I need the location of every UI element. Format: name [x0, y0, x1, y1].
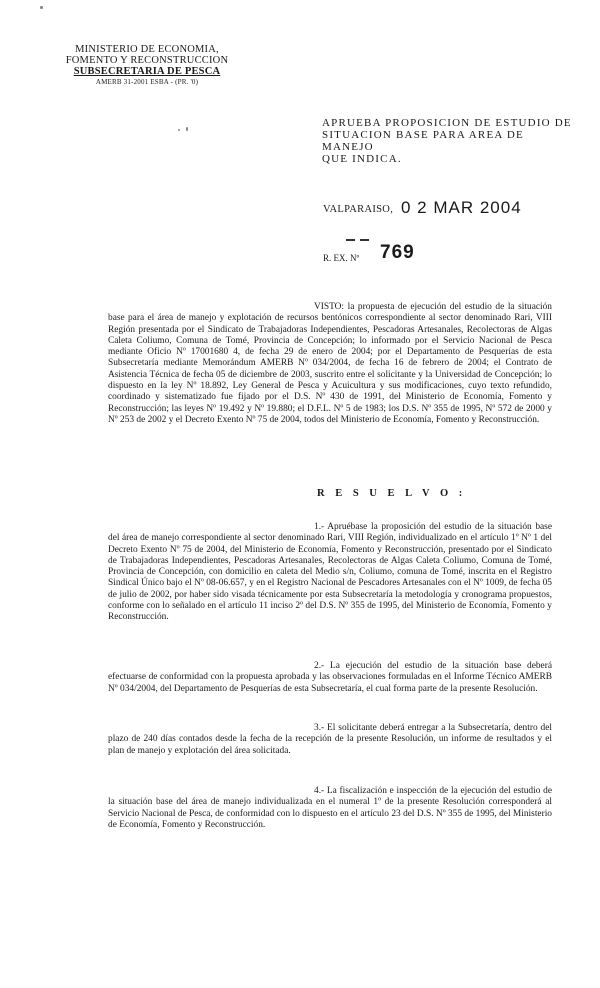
resolution-point-3: 3.- El solicitante deberá entregar a la Subsecretaría, dentro del plazo de 240 días contados desde la fecha de la recepción de la presente Resolución, un informe de resultados y el plan de manejo y explotación del área solicitada. [108, 723, 552, 756]
ministry-name-line2: FOMENTO Y RECONSTRUCCION [65, 55, 229, 66]
subsecretaria-name: SUBSECRETARIA DE PESCA [73, 66, 221, 77]
resolution-label: R. EX. Nº [323, 253, 360, 263]
resolution-point-1: 1.- Apruébase la proposición del estudio de la situación base del área de manejo correspondiente al sector denominado Rari, VIII Región, individualizado en el artículo 1º Nº 1 del Decreto Exento Nº 75 de 2004, del Ministerio de Economía, Fomento y Reconstrucción, presentado por el Sindicato de Trabajadoras Independientes, Pescadoras Artesanales, Recolectoras de Algas Caleta Coliumo, Comuna de Tomé, Provincia de Concepción, con domicilio en caleta del Medio s/n, Coliumo, comuna de Tomé, inscrita en el Registro Sindical Único bajo el Nº 08-06.657, y en el Registro Nacional de Pescadores Artesanales con el Nº 1009, de fecha 05 de julio de 2002, por haber sido visada técnicamente por esta Subsecretaría la metodología y cronograma propuestos, conforme con lo señalado en el artículo 11 inciso 2º del D.S. Nº 355 de 1995, del Ministerio de Economía, Fomento y Reconstrucción. [108, 522, 552, 623]
resolution-point-4: 4.- La fiscalización e inspección de la ejecución del estudio de la situación base del área de manejo individualizada en el numeral 1º de la presente Resolución corresponderá al Servicio Nacional de Pesca, de conformidad con lo dispuesto en el artículo 23 del D.S. Nº 355 de 1995, del Ministerio de Economía, Fomento y Reconstrucción. [108, 786, 552, 830]
ministry-name: MINISTERIO DE ECONOMIA, [75, 44, 219, 55]
resolution-number: 769 [380, 242, 415, 263]
date-stamp: 0 2 MAR 2004 [401, 198, 522, 217]
resuelvo-heading: R E S U E L V O : [317, 488, 467, 499]
date-label: VALPARAISO, [323, 204, 394, 215]
scan-mark [40, 6, 43, 9]
scan-mark [186, 127, 188, 131]
resolution-point-2: 2.- La ejecución del estudio de la situación base deberá efectuarse de conformidad con la propuesta aprobada y las observaciones formuladas en el Informe Técnico AMERB Nº 034/2004, del Departamento de Pesquerías de esta Subsecretaría, el cual forma parte de la presente Resolución. [108, 661, 552, 694]
ministry-header [62, 44, 232, 88]
subject-line: APRUEBA PROPOSICION DE ESTUDIO DE [322, 117, 572, 129]
scan-mark [178, 129, 180, 131]
file-code: AMERB 31-2001 ESBA - (PR. '0) [95, 78, 199, 86]
stamp-dash [346, 239, 355, 241]
stamp-dash [360, 239, 369, 241]
subject-line: QUE INDICA. [322, 153, 402, 165]
visto-paragraph: VISTO: la propuesta de ejecución del estudio de la situación base para el área de manejo y explotación de recursos bentónicos correspondiente al sector denominado Rari, VIII Región presentada por el Sindicato de Trabajadoras Independientes, Pescadoras Artesanales, Recolectoras de Algas Caleta Coliumo, Comuna de Tomé, Provincia de Concepción; lo informado por el Servicio Nacional de Pesca mediante Oficio Nº 17001680 4, de fecha 29 de enero de 2004; por el Departamento de Pesquerías de esta Subsecretaría mediante Memorándum AMERB Nº 034/2004, de fecha 16 de febrero de 2004; el Contrato de Asistencia Técnica de fecha 05 de diciembre de 2003, suscrito entre el solicitante y la Universidad de Concepción; lo dispuesto en la ley Nº 18.892, Ley General de Pesca y Acuicultura y sus modificaciones, cuyo texto refundido, coordinado y sistematizado fue fijado por el D.S. Nº 430 de 1991, del Ministerio de Economía, Fomento y Reconstrucción; las leyes Nº 19.492 y Nº 19.880; el D.F.L. Nº 5 de 1983; los D.S. Nº 355 de 1995, Nº 572 de 2000 y Nº 253 de 2002 y el Decreto Exento Nº 75 de 2004, todos del Ministerio de Economía, Fomento y Reconstrucción. [108, 302, 552, 425]
subject-block [322, 117, 572, 165]
subject-line: SITUACION BASE PARA AREA DE MANEJO [322, 129, 524, 153]
